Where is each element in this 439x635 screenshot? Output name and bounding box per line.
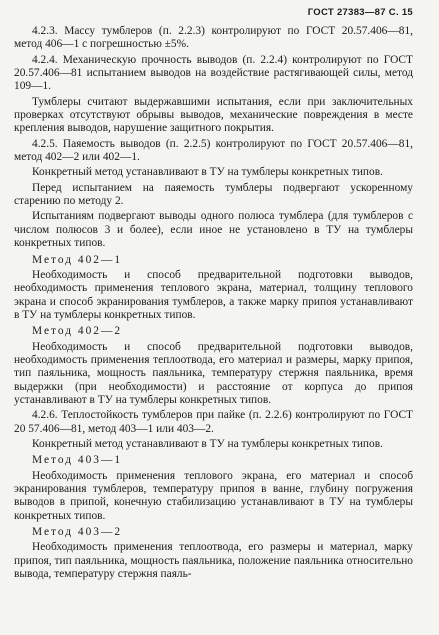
paragraph-method-choice-2: Конкретный метод устанавливают в ТУ на тумблеры конкретных типов.	[32, 437, 383, 450]
page-header: ГОСТ 27383—87 С. 15	[307, 7, 413, 18]
method-heading-403-1: Метод 403—1	[32, 454, 123, 467]
paragraph-aging: Перед испытанием на паяемость тумблеры подвергают ускоренному старению по методу 2.	[14, 181, 413, 208]
paragraph-test-criteria: Тумблеры считают выдержавшими испытания, если при заключительных проверках отсутствуют обрывы выводов, механические повреждения в месте крепления выводов, нарушение защитного покрытия.	[14, 95, 413, 135]
paragraph-4-2-5: 4.2.5. Паяемость выводов (п. 2.2.5) контролируют по ГОСТ 20.57.406—81, метод 402—2 или 402—1.	[14, 137, 413, 164]
paragraph-4-2-3: 4.2.3. Массу тумблеров (п. 2.2.3) контролируют по ГОСТ 20.57.406—81, метод 406—1 с погрешностью ±5%.	[14, 25, 413, 51]
method-heading-402-2: Метод 402—2	[32, 325, 123, 338]
paragraph-test-leads: Испытаниям подвергают выводы одного полюса тумблера (для тумблеров с числом полюсов 3 и более), если иное не установлено в ТУ на тумблеры конкретных типов.	[14, 210, 413, 250]
paragraph-method-403-2: Необходимость применения теплоотвода, его размеры и материал, марку припоя, тип паяльника, мощность паяльника, положение паяльника относительно вывода, температуру стержня паяль-	[14, 541, 413, 581]
paragraph-method-402-1: Необходимость и способ предварительной подготовки выводов, необходимость применения теплового экрана, материал, толщину теплового экрана и способ экранирования тумблеров, а также марку припоя устанавливают в ТУ на тумблеры конкретных типов.	[14, 268, 413, 321]
document-body	[14, 25, 413, 583]
paragraph-method-choice: Конкретный метод устанавливают в ТУ на тумблеры конкретных типов.	[32, 166, 383, 179]
paragraph-4-2-6: 4.2.6. Теплостойкость тумблеров при пайке (п. 2.2.6) контролируют по ГОСТ 20 57.406—81, метод 403—1 или 403—2.	[14, 409, 413, 435]
paragraph-method-402-2: Необходимость и способ предварительной подготовки выводов, необходимость применения теплоотвода, его материал и размеры, марку припоя, тип паяльника, мощность паяльника, температуру стержня паяльника, время выдержки (при необходимости) и расстояние от корпуса до припоя устанавливают в ТУ на тумблеры конкретных типов.	[14, 340, 413, 406]
paragraph-method-403-1: Необходимость применения теплового экрана, его материал и способ экранирования тумблеров, температуру припоя в ванне, глубину погружения выводов в припой, конечную стабилизацию устанавливают в ТУ на тумблеры конкретных типов.	[14, 469, 413, 522]
method-heading-403-2: Метод 403—2	[32, 526, 123, 539]
method-heading-402-1: Метод 402—1	[32, 253, 123, 266]
paragraph-4-2-4: 4.2.4. Механическую прочность выводов (п. 2.2.4) контролируют по ГОСТ 20.57.406—81 испытанием выводов на воздействие растягивающей силы, метод 109—1.	[14, 53, 413, 93]
